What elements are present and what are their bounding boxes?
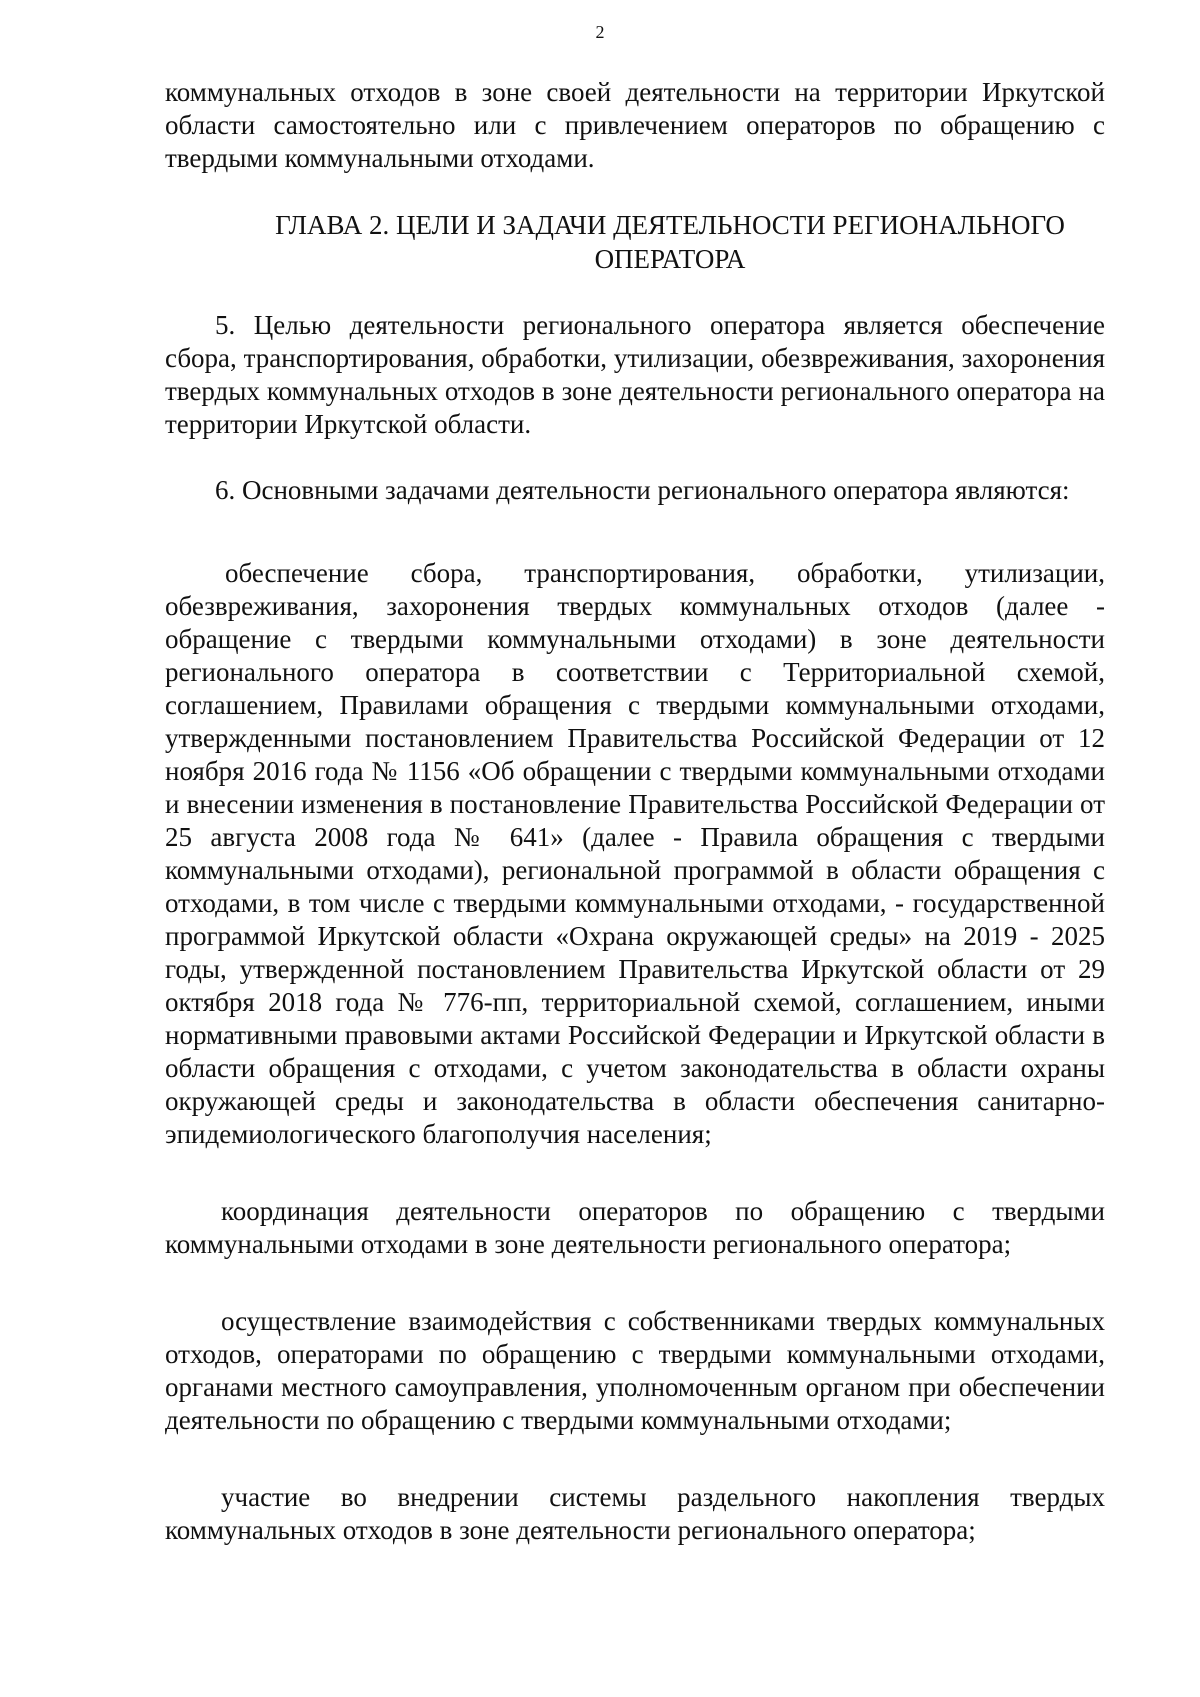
task-item-3: осуществление взаимодействия с собственниками твердых коммунальных отходов, операторами по обращению с твердыми коммунальными отходами, органами местного самоуправления, уполномоченным органом при обеспечении деятельности по обращению с твердыми коммунальными отходами; [165,1306,1105,1435]
paragraph-5: 5. Целью деятельности регионального оператора является обеспечение сбора, транспортирования, обработки, утилизации, обезвреживания, захоронения твердых коммунальных отходов в зоне деятельности регионального оператора на территории Иркутской области. [165,310,1105,439]
paragraph-6: 6. Основными задачами деятельности регионального оператора являются: [215,475,1070,505]
chapter-heading [165,208,1105,276]
task-item-2: координация деятельности операторов по обращению с твердыми коммунальными отходами в зоне деятельности регионального оператора; [165,1196,1105,1259]
page-number: 2 [595,22,605,42]
intro-continuation-paragraph: коммунальных отходов в зоне своей деятельности на территории Иркутской области самостоятельно или с привлечением операторов по обращению с твердыми коммунальными отходами. [165,77,1105,173]
task-item-1: обеспечение сбора, транспортирования, обработки, утилизации, обезвреживания, захоронения твердых коммунальных отходов (далее - обращение с твердыми коммунальными отходами) в зоне деятельности регионального оператора в соответствии с Территориальной схемой, соглашением, Правилами обращения с твердыми коммунальными отходами, утвержденными постановлением Правительства Российской Федерации от 12 ноября 2016 года № 1156 «Об обращении с твердыми коммунальными отходами и внесении изменения в постановление Правительства Российской Федерации от 25 августа 2008 года № 641» (далее - Правила обращения с твердыми коммунальными отходами), региональной программой в области обращения с отходами, в том числе с твердыми коммунальными отходами, - государственной программой Иркутской области «Охрана окружающей среды» на 2019 - 2025 годы, утвержденной постановлением Правительства Иркутской области от 29 октября 2018 года № 776-пп, территориальной схемой, соглашением, иными нормативными правовыми актами Российской Федерации и Иркутской области в области обращения с отходами, с учетом законодательства в области охраны окружающей среды и законодательства в области обеспечения санитарно-эпидемиологического благополучия населения; [165,558,1105,1149]
chapter-heading-line-1: ГЛАВА 2. ЦЕЛИ И ЗАДАЧИ ДЕЯТЕЛЬНОСТИ РЕГИОНАЛЬНОГО [275,210,1065,240]
task-item-4: участие во внедрении системы раздельного накопления твердых коммунальных отходов в зоне деятельности регионального оператора; [165,1482,1105,1545]
chapter-heading-line-2: ОПЕРАТОРА [594,244,746,274]
document-body [165,76,1105,1547]
